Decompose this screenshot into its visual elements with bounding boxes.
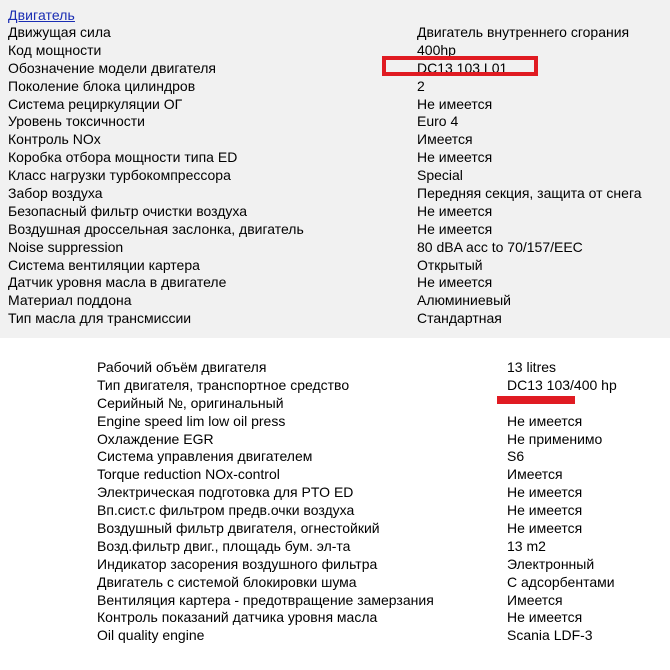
row-value: Не имеется	[507, 609, 583, 626]
row-value: Стандартная	[417, 310, 502, 327]
row-label: Охлаждение EGR	[97, 430, 214, 447]
table-row	[0, 538, 670, 556]
row-value: DC13 103 L01	[417, 59, 508, 76]
row-label: Поколение блока цилиндров	[8, 77, 196, 94]
row-label: Тип масла для трансмиссии	[8, 310, 192, 327]
row-label: Torque reduction NOx-control	[97, 466, 280, 483]
row-value: С адсорбентами	[507, 573, 615, 590]
table-row	[0, 310, 670, 328]
table-row	[0, 609, 670, 627]
row-label: Тип двигателя, транспортное средство	[97, 376, 350, 393]
row-label: Обозначение модели двигателя	[8, 59, 216, 76]
row-value: S6	[507, 448, 525, 465]
row-label: Oil quality engine	[97, 627, 205, 644]
row-label: Код мощности	[8, 41, 102, 58]
row-label: Уровень токсичности	[8, 113, 146, 130]
row-label: Noise suppression	[8, 238, 124, 255]
row-label: Система рециркуляции ОГ	[8, 95, 183, 112]
row-label: Контроль показаний датчика уровня масла	[97, 609, 378, 626]
row-label: Система управления двигателем	[97, 448, 313, 465]
row-value: Euro 4	[417, 113, 459, 130]
table-row	[0, 149, 670, 167]
table-row	[0, 221, 670, 239]
row-label: Контроль NOx	[8, 131, 101, 148]
row-label: Вп.сист.с фильтром предв.очки воздуха	[97, 502, 355, 519]
spec-list-1	[0, 24, 670, 328]
engine-spec-panel-2	[0, 358, 670, 670]
row-label: Безопасный фильтр очистки воздуха	[8, 202, 248, 219]
row-value: Электронный	[507, 555, 595, 572]
row-label: Возд.фильтр двиг., площадь бум. эл-та	[97, 537, 351, 554]
row-value: Открытый	[417, 256, 483, 273]
row-value: Не имеется	[507, 520, 583, 537]
table-row	[0, 203, 670, 221]
row-value: Не имеется	[507, 502, 583, 519]
row-value: 2	[417, 77, 425, 94]
redaction-bar	[497, 396, 575, 404]
row-label: Воздушный фильтр двигателя, огнестойкий	[97, 520, 380, 537]
table-row	[0, 24, 670, 42]
row-value: 400hp	[417, 41, 456, 58]
table-row	[0, 466, 670, 484]
row-label: Индикатор засорения воздушного фильтра	[97, 555, 378, 572]
row-value: 13 litres	[507, 359, 557, 375]
row-value: Special	[417, 167, 463, 184]
row-label: Движущая сила	[8, 24, 111, 40]
row-value: Не применимо	[507, 430, 603, 447]
table-row	[0, 484, 670, 502]
row-value: Алюминиевый	[417, 292, 511, 309]
table-row	[0, 574, 670, 592]
table-row	[0, 257, 670, 275]
table-row	[0, 431, 670, 449]
row-label: Вентиляция картера - предотвращение замерзания	[97, 591, 434, 608]
table-row	[0, 377, 670, 395]
row-label: Engine speed lim low oil press	[97, 412, 286, 429]
table-row	[0, 131, 670, 149]
table-row	[0, 556, 670, 574]
row-value: Имеется	[417, 131, 473, 148]
table-row	[0, 592, 670, 610]
table-row	[0, 167, 670, 185]
row-value: Не имеется	[417, 95, 493, 112]
row-label: Класс нагрузки турбокомпрессора	[8, 167, 231, 184]
panel-separator	[0, 338, 670, 358]
row-label: Датчик уровня масла в двигателе	[8, 274, 227, 291]
table-row	[0, 627, 670, 645]
table-row	[0, 96, 670, 114]
row-value: Не имеется	[417, 274, 493, 291]
row-value: Двигатель внутреннего сгорания	[417, 24, 630, 40]
row-value: DC13 103/400 hp	[507, 376, 617, 393]
table-row	[0, 413, 670, 431]
row-value: Не имеется	[417, 149, 493, 166]
row-value: Не имеется	[507, 484, 583, 501]
row-label: Рабочий объём двигателя	[97, 359, 267, 375]
row-label: Коробка отбора мощности типа ED	[8, 149, 238, 166]
row-value: Не имеется	[417, 202, 493, 219]
table-row	[0, 448, 670, 466]
row-value: Имеется	[507, 591, 563, 608]
row-value: Scania LDF-3	[507, 627, 593, 644]
row-label: Электрическая подготовка для PTO ED	[97, 484, 354, 501]
table-row	[0, 239, 670, 257]
section-title-link[interactable]: Двигатель	[8, 7, 75, 23]
row-label: Система вентиляции картера	[8, 256, 200, 273]
row-value: Передняя секция, защита от снега	[417, 185, 642, 202]
row-value: Не имеется	[417, 220, 493, 237]
row-label: Серийный №, оригинальный	[97, 394, 284, 411]
table-row	[0, 78, 670, 96]
row-value: Имеется	[507, 466, 563, 483]
table-row	[0, 520, 670, 538]
table-row	[0, 359, 670, 377]
row-label: Материал поддона	[8, 292, 132, 309]
table-row	[0, 292, 670, 310]
row-label: Двигатель с системой блокировки шума	[97, 573, 357, 590]
highlight-box	[382, 56, 538, 76]
table-row	[0, 185, 670, 203]
row-label: Забор воздуха	[8, 185, 103, 202]
row-label: Воздушная дроссельная заслонка, двигатель	[8, 220, 304, 237]
row-value: Не имеется	[507, 412, 583, 429]
row-value: 80 dBA acc to 70/157/EEC	[417, 238, 583, 255]
table-row	[0, 113, 670, 131]
table-row	[0, 42, 670, 60]
table-row	[0, 274, 670, 292]
table-row	[0, 60, 670, 78]
table-row	[0, 502, 670, 520]
row-value: 13 m2	[507, 537, 546, 554]
